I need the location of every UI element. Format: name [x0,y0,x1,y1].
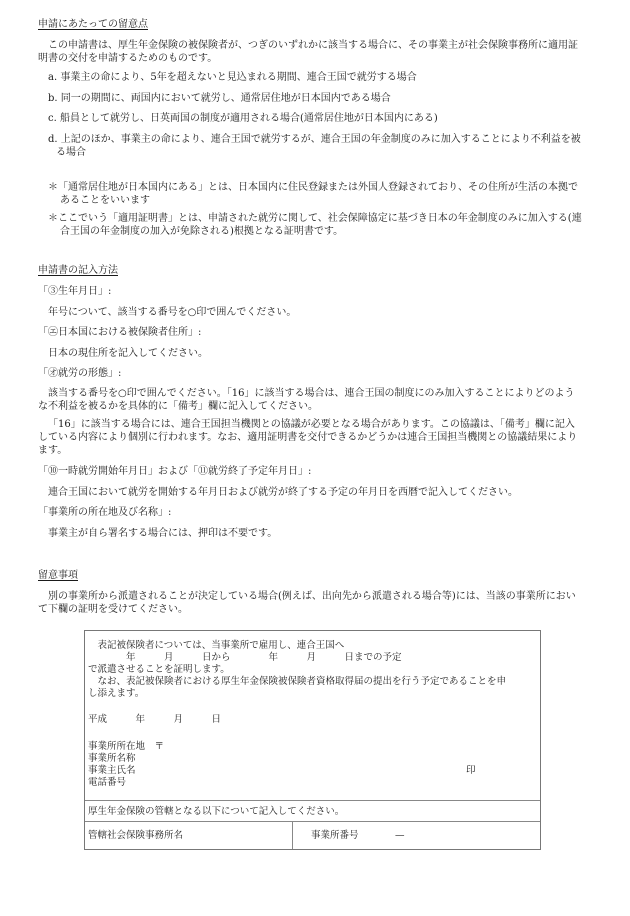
certificate-line-1: 表記被保険者については、当事業所で雇用し、連合王国へ [88,640,345,651]
seal-mark: 印 [466,765,476,776]
condition-item-c: c. 船員として就労し、日英両国の制度が適用される場合(通常居住地が日本国内にある) [48,113,438,124]
certificate-date-field[interactable]: 平成 年 月 日 [88,714,222,725]
asterisk-icon: ＊ [48,182,58,193]
certificate-line-5: し添えます。 [88,688,145,699]
field-body-birthdate: 年号について、該当する番号を○印で囲んでください。 [48,307,297,318]
phone-field[interactable]: 電話番号 [88,777,127,788]
dispatch-certificate-box [84,630,541,850]
condition-item-d: d. 上記のほか、事業主の命により、連合王国で就労するが、連合王国の年金制度のみに加入することにより不利益を被 る場合 [48,134,581,158]
intro-line-2: 明書の交付を申請するためのものです。 [38,53,218,64]
certificate-line-3: で派遣させることを証明します。 [88,664,230,675]
field-title-work-type: 「㋔就労の形態」: [38,368,122,379]
field-title-office: 「事業所の所在地及び名称」: [38,507,172,518]
office-number-dash: — [395,830,405,841]
section-heading-instructions: 申請書の記入方法 [38,265,118,276]
intro-line-1: この申請書は、厚生年金保険の被保険者が、つぎのいずれかに該当する場合に、その事業主が社会保険事務所に適用証 [48,40,578,51]
office-name-field[interactable]: 事業所名称 [88,753,136,764]
jurisdiction-office-field[interactable]: 管轄社会保険事務所名 [88,830,184,841]
cell-divider [292,821,293,849]
condition-item-a: a. 事業主の命により、5年を超えないと見込まれる期間、連合王国で就労する場合 [48,72,417,83]
field-body-address: 日本の現住所を記入してください。 [48,348,208,359]
section-heading-notes: 申請にあたっての留意点 [38,19,148,30]
certificate-period-line[interactable]: 年 月 日から 年 月 日までの予定 [88,652,402,663]
office-number-field[interactable]: 事業所番号 [311,830,359,841]
intro-paragraph [38,39,594,65]
remarks-paragraph: 別の事業所から派遣されることが決定している場合(例えば、出向先から派遣される場合等)には、当該の事業所におい て下欄の証明を受けてください。 [38,591,576,615]
jurisdiction-instruction: 厚生年金保険の管轄となる以下について記入してください。 [88,806,345,817]
field-title-work-dates: 「⑩一時就労開始年月日」および「⑪就労終了予定年月日」: [38,466,312,477]
asterisk-icon: ＊ [48,213,58,224]
owner-name-field[interactable]: 事業主氏名 [88,765,136,776]
field-body-office: 事業主が自ら署名する場合には、押印は不要です。 [48,528,278,539]
field-body-work-type-consultation: 「16」に該当する場合には、連合王国担当機関との協議が必要となる場合があります。この協議は、「備考」欄に記入 している内容により個別に行われます。なお、適用証明書を交付できるかどうかは連合王国担当機関との協議結果により ます。 [38,419,578,456]
note-residence: ＊「通常居住地が日本国内にある」とは、日本国内に住民登録または外国人登録されており、その住所が生活の本拠で あることをいいます [48,182,578,206]
office-address-field[interactable]: 事業所所在地 〒 [88,741,165,752]
field-title-address: 「㋓日本国における被保険者住所」: [38,327,202,338]
field-body-work-dates: 連合王国において就労を開始する年月日および就労が終了する予定の年月日を西暦で記入してください。 [48,487,518,498]
certificate-line-4: なお、表記被保険者における厚生年金保険被保険者資格取得届の提出を行う予定であることを申 [88,676,507,687]
condition-item-b: b. 同一の期間に、両国内において就労し、通常居住地が日本国内である場合 [48,93,391,104]
note-certificate: ＊ここでいう「適用証明書」とは、申請された就労に関して、社会保障協定に基づき日本の年金制度のみに加入する(連 合王国の年金制度の加入が免除される)根拠となる証明書です。 [48,213,582,237]
field-body-work-type: 該当する番号を○印で囲んでください。「16」に該当する場合は、連合王国の制度にのみ加入することによりどのよう な不利益を被るかを具体的に「備考」欄に記入してください。 [38,388,575,412]
divider-line [85,800,540,801]
field-title-birthdate: 「③生年月日」: [38,286,112,297]
section-heading-remarks: 留意事項 [38,570,78,581]
divider-line [85,821,540,822]
